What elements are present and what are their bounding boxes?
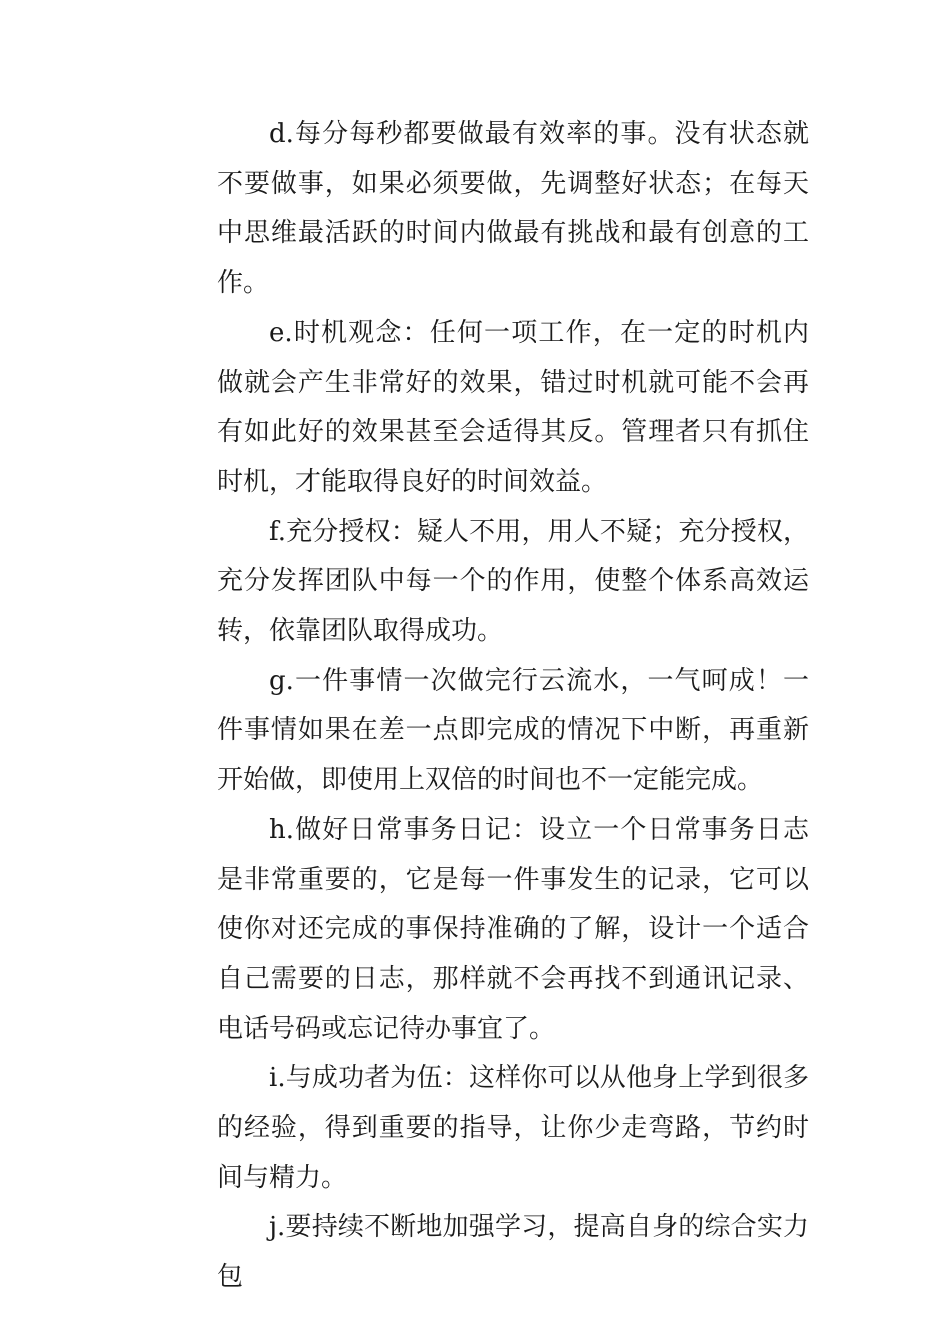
paragraph-h: h.做好日常事务日记：设立一个日常事务日志是非常重要的，它是每一件事发生的记录，它可以使你对还完成的事保持准确的了解，设计一个适合自己需要的日志，那样就不会再找不到通讯记录、电话号码或忘记待办事宜了。	[217, 814, 809, 1044]
paragraph-e: e.时机观念：任何一项工作，在一定的时机内做就会产生非常好的效果，错过时机就可能不会再有如此好的效果甚至会适得其反。管理者只有抓住时机，才能取得良好的时间效益。	[217, 317, 809, 497]
document-body	[217, 110, 809, 1303]
paragraph-d: d.每分每秒都要做最有效率的事。没有状态就不要做事，如果必须要做，先调整好状态；在每天中思维最活跃的时间内做最有挑战和最有创意的工作。	[217, 119, 809, 299]
paragraph-f: f.充分授权：疑人不用，用人不疑；充分授权，充分发挥团队中每一个的作用，使整个体系高效运转，依靠团队取得成功。	[217, 516, 809, 647]
paragraph-j: j.要持续不断地加强学习，提高自身的综合实力包	[217, 1212, 809, 1293]
paragraph-g: g.一件事情一次做完行云流水，一气呵成！一件事情如果在差一点即完成的情况下中断，再重新开始做，即使用上双倍的时间也不一定能完成。	[217, 665, 809, 796]
paragraph-i: i.与成功者为伍：这样你可以从他身上学到很多的经验，得到重要的指导，让你少走弯路，节约时间与精力。	[217, 1063, 809, 1193]
